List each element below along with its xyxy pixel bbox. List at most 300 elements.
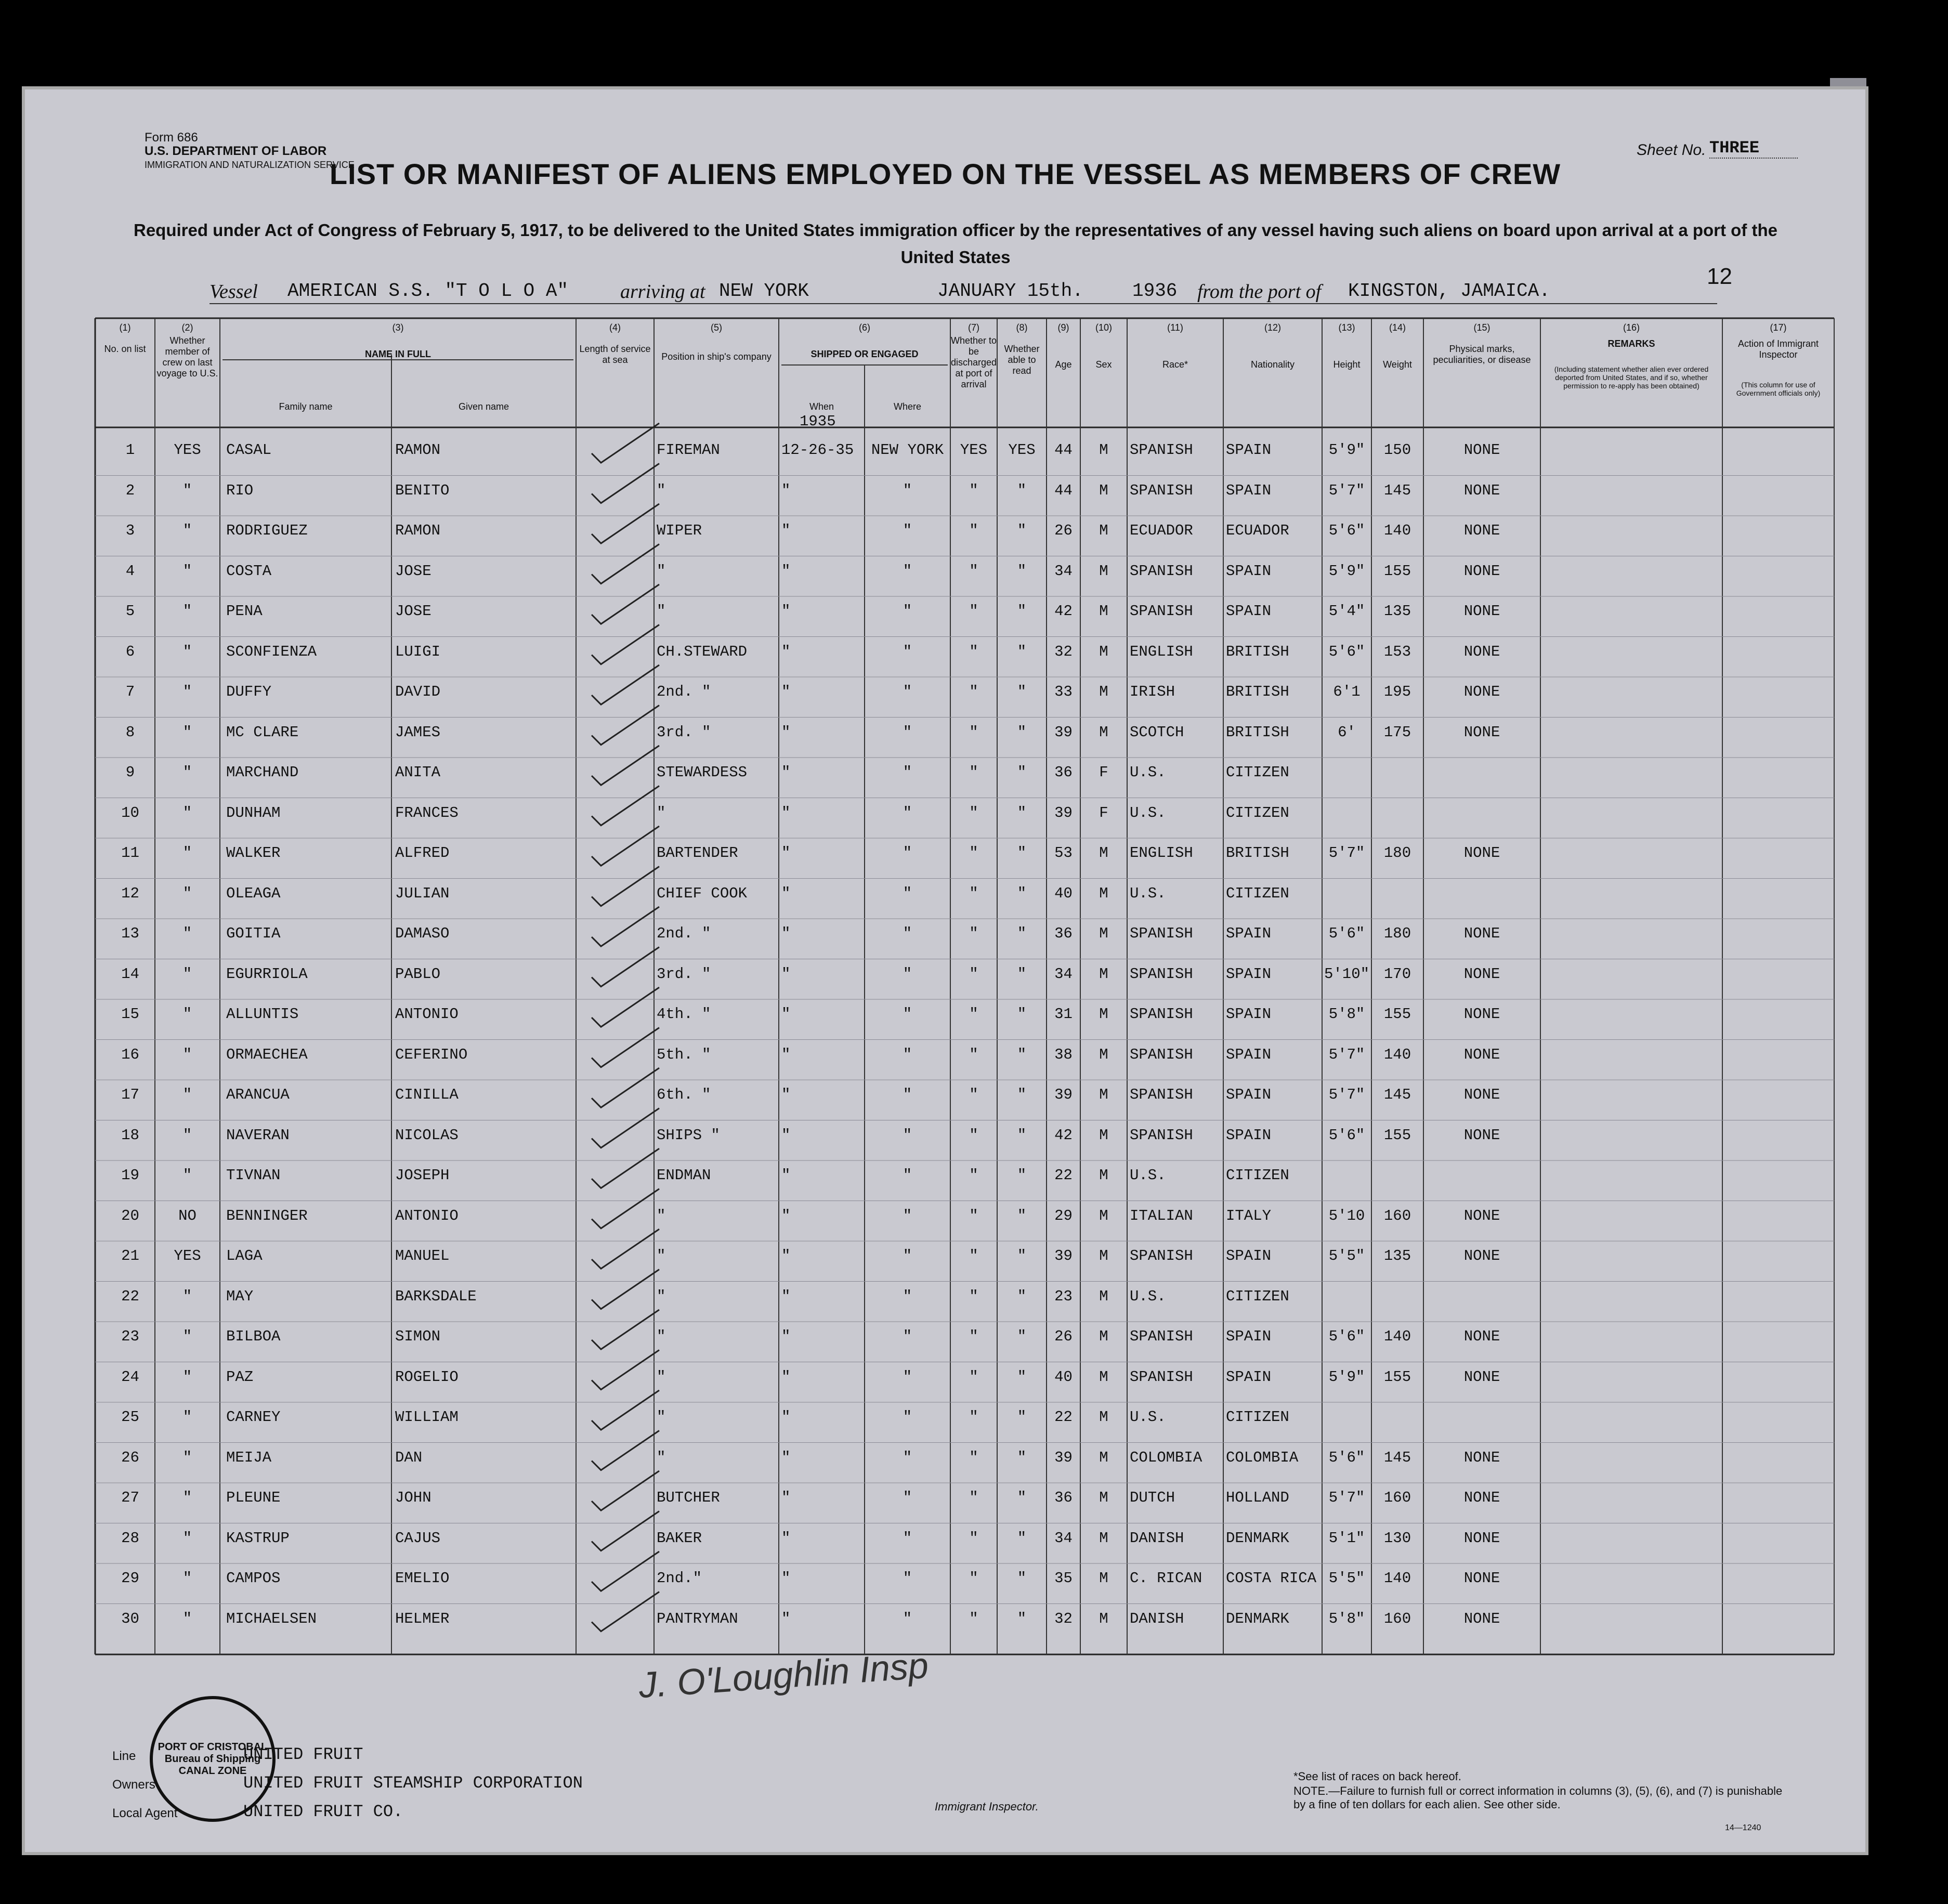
cell-age: 40 [1054,1368,1073,1386]
cell-given: DAN [395,1449,423,1466]
cell-race: SPANISH [1130,1328,1193,1345]
cell-nat: DENMARK [1226,1529,1289,1547]
cell-nat: BRITISH [1226,844,1289,862]
cell-age: 36 [1054,925,1073,942]
cell-read: " [1017,1207,1027,1224]
cell-read: " [1017,1570,1027,1587]
cell-when: " [781,884,791,902]
cell-sex: M [1099,1610,1108,1627]
cell-prev: " [182,1046,192,1063]
column-label: SHIPPED OR ENGAGED [810,349,919,359]
cell-when: " [781,1046,791,1063]
cell-given: JOSE [395,562,432,580]
cell-sex: M [1099,844,1108,862]
cell-race: U.S. [1130,1409,1166,1426]
cell-weight: 135 [1383,1247,1411,1264]
cell-given: SIMON [395,1328,441,1345]
column-header [950,322,997,390]
service-check-mark [592,1310,659,1349]
cell-family: MICHAELSEN [226,1610,317,1627]
cell-nat: CITIZEN [1226,764,1289,781]
cell-pos: " [657,1449,666,1466]
cell-read: " [1017,683,1027,700]
cell-race: SPANISH [1130,481,1193,499]
cell-marks: NONE [1463,1449,1500,1466]
cell-sex: M [1099,1287,1108,1305]
cell-read: " [1017,481,1027,499]
cell-given: JOSE [395,603,432,620]
cell-pos: 2nd. " [657,683,711,700]
cell-where: " [903,965,912,983]
cell-family: NAVERAN [226,1126,290,1144]
cell-where: " [903,1086,912,1103]
cell-disch: " [969,1449,978,1466]
cell-age: 22 [1054,1167,1073,1184]
cell-given: JOHN [395,1489,432,1506]
cell-pos: " [657,1287,666,1305]
cell-when: " [781,1167,791,1184]
cell-given: ROGELIO [395,1368,459,1386]
action-note: (This column for use of Government officials only) [1736,381,1821,397]
cell-prev: YES [174,441,201,459]
cell-given: ANTONIO [395,1006,459,1023]
cell-nat: BRITISH [1226,683,1289,700]
cell-disch: " [969,1207,978,1224]
cell-prev: " [182,1368,192,1386]
cell-prev: " [182,1086,192,1103]
cell-read: " [1017,1529,1027,1547]
cell-prev: " [182,562,192,580]
cell-race: SPANISH [1130,1046,1193,1063]
cell-pos: 4th. " [657,1006,711,1023]
cell-when: " [781,1207,791,1224]
cell-weight: 153 [1383,643,1411,660]
column-label: Race* [1162,359,1188,370]
cell-where: " [903,1328,912,1345]
cell-nat: COLOMBIA [1226,1449,1299,1466]
cell-read: " [1017,1006,1027,1023]
inspector-label: Immigrant Inspector. [935,1800,1039,1813]
column-header [1722,322,1834,360]
column-label: Weight [1383,359,1412,370]
cell-family: ALLUNTIS [226,1006,299,1023]
cell-nat: SPAIN [1226,562,1272,580]
cell-height: 5'5" [1328,1570,1365,1587]
cell-when: " [781,925,791,942]
cell-prev: " [182,965,192,983]
cell-prev: " [182,764,192,781]
cell-marks: NONE [1463,481,1500,499]
cell-age: 44 [1054,481,1073,499]
cell-when: " [781,1328,791,1345]
column-number: (13) [1338,322,1355,333]
cell-prev: " [182,1126,192,1144]
cell-nat: CITIZEN [1226,1167,1289,1184]
cell-sex: M [1099,1368,1108,1386]
cell-race: SPANISH [1130,441,1193,459]
cell-no: 3 [125,522,135,539]
service-check-mark [592,786,659,826]
column-label: Whether able to read [1004,344,1040,376]
cell-prev: " [182,1409,192,1426]
service-check-mark [592,1068,659,1107]
sheet-label: Sheet No. [1637,141,1706,159]
cell-sex: F [1099,804,1108,821]
cell-sex: M [1099,1167,1108,1184]
cell-family: TIVNAN [226,1167,281,1184]
cell-given: EMELIO [395,1570,450,1587]
cell-height: 5'7" [1328,1046,1365,1063]
cell-pos: CH.STEWARD [657,643,748,660]
column-label: Nationality [1250,359,1295,370]
column-label: Whether member of crew on last voyage to U.S. [156,335,218,379]
manifest-sheet [25,89,1865,1852]
cell-prev: " [182,804,192,821]
cell-race: SPANISH [1130,562,1193,580]
cell-disch: " [969,1610,978,1627]
service-check-mark [592,1390,659,1430]
cell-age: 38 [1054,1046,1073,1063]
owners-value: UNITED FRUIT STEAMSHIP CORPORATION [243,1773,583,1793]
cell-nat: CITIZEN [1226,804,1289,821]
column-number: (9) [1057,322,1069,333]
service-check-mark [592,987,659,1027]
cell-no: 15 [121,1006,139,1023]
column-number: (7) [968,322,979,333]
cell-race: U.S. [1130,1287,1166,1305]
cell-race: ENGLISH [1130,643,1193,660]
cell-given: JULIAN [395,884,450,902]
cell-sex: F [1099,764,1108,781]
cell-where: " [903,1046,912,1063]
cell-pos: " [657,603,666,620]
cell-where: " [903,1006,912,1023]
cell-no: 13 [121,925,139,942]
cell-age: 32 [1054,643,1073,660]
cell-marks: NONE [1463,1328,1500,1345]
cell-nat: SPAIN [1226,441,1272,459]
cell-age: 36 [1054,1489,1073,1506]
cell-read: " [1017,1368,1027,1386]
from-port-label: from the port of [1197,281,1322,303]
cell-marks: NONE [1463,643,1500,660]
column-header [1423,322,1540,366]
service-check-mark [592,1229,659,1269]
line-label: Line [112,1749,136,1763]
cell-read: " [1017,1126,1027,1144]
cell-nat: SPAIN [1226,1247,1272,1264]
cell-read: " [1017,804,1027,821]
cell-where: " [903,1449,912,1466]
cell-marks: NONE [1463,925,1500,942]
cell-no: 22 [121,1287,139,1305]
cell-family: COSTA [226,562,272,580]
cell-when: " [781,1610,791,1627]
cell-race: SPANISH [1130,1126,1193,1144]
service-check-mark [592,706,659,745]
cell-sex: M [1099,603,1108,620]
cell-family: PAZ [226,1368,254,1386]
cell-height: 5'6" [1328,925,1365,942]
service-check-mark [592,907,659,946]
cell-race: SCOTCH [1130,723,1184,741]
cell-when: " [781,1368,791,1386]
column-header [1080,322,1127,370]
cell-where: " [903,1167,912,1184]
cell-given: WILLIAM [395,1409,459,1426]
cell-family: ORMAECHEA [226,1046,308,1063]
cell-given: JOSEPH [395,1167,450,1184]
cell-when: " [781,562,791,580]
column-label: Length of service at sea [579,344,651,365]
cell-height: 5'8" [1328,1006,1365,1023]
cell-age: 39 [1054,723,1073,741]
cell-disch: " [969,925,978,942]
cell-read: " [1017,1247,1027,1264]
cell-no: 19 [121,1167,139,1184]
cell-sex: M [1099,1570,1108,1587]
service-check-mark [592,464,659,503]
cell-prev: " [182,1529,192,1547]
cell-age: 34 [1054,965,1073,983]
cell-weight: 180 [1383,844,1411,862]
cell-where: " [903,522,912,539]
cell-given: JAMES [395,723,441,741]
cell-marks: NONE [1463,562,1500,580]
cell-pos: " [657,481,666,499]
cell-pos: PANTRYMAN [657,1610,738,1627]
cell-age: 53 [1054,844,1073,862]
cell-prev: YES [174,1247,201,1264]
cell-no: 27 [121,1489,139,1506]
sheet-number: THREE [1709,138,1798,159]
cell-read: " [1017,1449,1027,1466]
cell-weight: 140 [1383,1328,1411,1345]
cell-where: " [903,1570,912,1587]
cell-disch: " [969,1489,978,1506]
cell-no: 12 [121,884,139,902]
cell-nat: SPAIN [1226,603,1272,620]
cell-disch: " [969,1328,978,1345]
cell-age: 36 [1054,764,1073,781]
cell-pos: BAKER [657,1529,702,1547]
cell-age: 23 [1054,1287,1073,1305]
cell-when: " [781,1449,791,1466]
cell-where: " [903,1287,912,1305]
cell-height: 5'6" [1328,643,1365,660]
cell-height: 5'9" [1328,441,1365,459]
cell-sex: M [1099,562,1108,580]
cell-race: U.S. [1130,1167,1166,1184]
column-label: Physical marks, peculiarities, or disease [1433,344,1531,365]
cell-height: 5'7" [1328,1489,1365,1506]
cell-disch: " [969,1167,978,1184]
cell-weight: 140 [1383,1046,1411,1063]
cell-height: 6'1 [1333,683,1361,700]
cell-given: HELMER [395,1610,450,1627]
cell-family: MAY [226,1287,254,1305]
cell-disch: " [969,562,978,580]
column-number: (1) [119,322,131,333]
given-name-subheader: Given name [458,401,509,412]
cell-prev: " [182,522,192,539]
cell-read: " [1017,1167,1027,1184]
column-number: (14) [1389,322,1406,333]
cell-where: " [903,764,912,781]
cell-given: RAMON [395,441,441,459]
cell-weight: 130 [1383,1529,1411,1547]
cell-prev: " [182,481,192,499]
cell-disch: " [969,481,978,499]
inspector-signature: J. O'Loughlin Insp [637,1645,930,1706]
cell-race: IRISH [1130,683,1175,700]
cell-marks: NONE [1463,1086,1500,1103]
cell-where: " [903,1126,912,1144]
cell-weight: 155 [1383,1368,1411,1386]
column-number: (6) [859,322,870,333]
cell-age: 33 [1054,683,1073,700]
cell-sex: M [1099,1247,1108,1264]
column-number: (12) [1264,322,1281,333]
column-number: (11) [1167,322,1183,333]
cell-when: " [781,1086,791,1103]
cell-height: 5'4" [1328,603,1365,620]
cell-weight: 195 [1383,683,1411,700]
cell-nat: CITIZEN [1226,884,1289,902]
service-check-mark [592,625,659,664]
cell-height: 5'10 [1328,1207,1365,1224]
cell-no: 26 [121,1449,139,1466]
cell-weight: 145 [1383,1086,1411,1103]
cell-when: " [781,723,791,741]
cell-prev: NO [178,1207,197,1224]
cell-nat: BRITISH [1226,643,1289,660]
cell-weight: 155 [1383,1126,1411,1144]
cell-family: CARNEY [226,1409,281,1426]
cell-prev: " [182,723,192,741]
family-name-subheader: Family name [279,401,333,412]
cell-disch: " [969,603,978,620]
cell-where: " [903,844,912,862]
cell-no: 1 [125,441,135,459]
cell-age: 39 [1054,804,1073,821]
cell-nat: SPAIN [1226,965,1272,983]
cell-read: " [1017,884,1027,902]
cell-sex: M [1099,1489,1108,1506]
cell-marks: NONE [1463,1126,1500,1144]
cell-no: 23 [121,1328,139,1345]
cell-family: MC CLARE [226,723,299,741]
cell-pos: " [657,1247,666,1264]
cell-nat: BRITISH [1226,723,1289,741]
cell-height: 5'10" [1324,965,1369,983]
cell-age: 39 [1054,1086,1073,1103]
service-check-mark [592,504,659,543]
cell-where: " [903,723,912,741]
cell-marks: NONE [1463,522,1500,539]
cell-given: BARKSDALE [395,1287,477,1305]
cell-race: SPANISH [1130,965,1193,983]
agent-label: Local Agent [112,1806,178,1820]
cell-no: 14 [121,965,139,983]
vessel-name: AMERICAN S.S. "T O L O A" [287,280,569,302]
cell-height: 5'8" [1328,1610,1365,1627]
cell-family: OLEAGA [226,884,281,902]
document-subtitle: Required under Act of Congress of February 5, 1917, to be delivered to the United States immigration officer by the representatives of any vessel having such aliens on board upon arrival at a port of the United States [133,220,1777,267]
cell-family: CASAL [226,441,272,459]
cell-read: " [1017,1086,1027,1103]
cell-no: 8 [125,723,135,741]
cell-race: U.S. [1130,804,1166,821]
cell-family: CAMPOS [226,1570,281,1587]
cell-marks: NONE [1463,723,1500,741]
cell-given: ALFRED [395,844,450,862]
cell-prev: " [182,1449,192,1466]
cell-read: " [1017,643,1027,660]
cell-no: 9 [125,764,135,781]
cell-race: SPANISH [1130,1247,1193,1264]
cell-where: " [903,1207,912,1224]
cell-given: CINILLA [395,1086,459,1103]
cell-race: ECUADOR [1130,522,1193,539]
cell-sex: M [1099,643,1108,660]
cell-height: 5'1" [1328,1529,1365,1547]
cell-read: " [1017,844,1027,862]
cell-pos: 2nd." [657,1570,702,1587]
arrival-date: JANUARY 15th. [937,280,1083,302]
cell-when: " [781,1126,791,1144]
cell-weight: 175 [1383,723,1411,741]
cell-given: PABLO [395,965,441,983]
cell-disch: " [969,1046,978,1063]
service-name: IMMIGRATION AND NATURALIZATION SERVICE [145,160,355,170]
cell-prev: " [182,1328,192,1345]
cell-when: " [781,1489,791,1506]
column-label: Action of Immigrant Inspector [1737,338,1819,360]
cell-where: " [903,1529,912,1547]
cell-sex: M [1099,1126,1108,1144]
cell-read: " [1017,1489,1027,1506]
cell-pos: " [657,1207,666,1224]
cell-sex: M [1099,1046,1108,1063]
agent-value: UNITED FRUIT CO. [243,1802,403,1821]
cell-pos: 3rd. " [657,723,711,741]
column-header [1371,322,1423,370]
owners-label: Owners [112,1778,155,1792]
cell-where: " [903,643,912,660]
cell-disch: YES [960,441,988,459]
cell-weight: 150 [1383,441,1411,459]
cell-no: 10 [121,804,139,821]
column-label: Age [1055,359,1072,370]
cell-read: " [1017,1287,1027,1305]
cell-given: CEFERINO [395,1046,468,1063]
service-check-mark [592,1270,659,1309]
cell-nat: ECUADOR [1226,522,1289,539]
cell-pos: 5th. " [657,1046,711,1063]
column-label: Sex [1095,359,1112,370]
cell-given: DAVID [395,683,441,700]
cell-weight: 145 [1383,1449,1411,1466]
service-check-mark [592,665,659,705]
column-header [1047,322,1080,370]
cell-where: " [903,925,912,942]
cell-no: 2 [125,481,135,499]
cell-family: DUNHAM [226,804,281,821]
service-check-mark [592,1189,659,1229]
page-number: 12 [1707,264,1732,289]
cell-prev: " [182,925,192,942]
